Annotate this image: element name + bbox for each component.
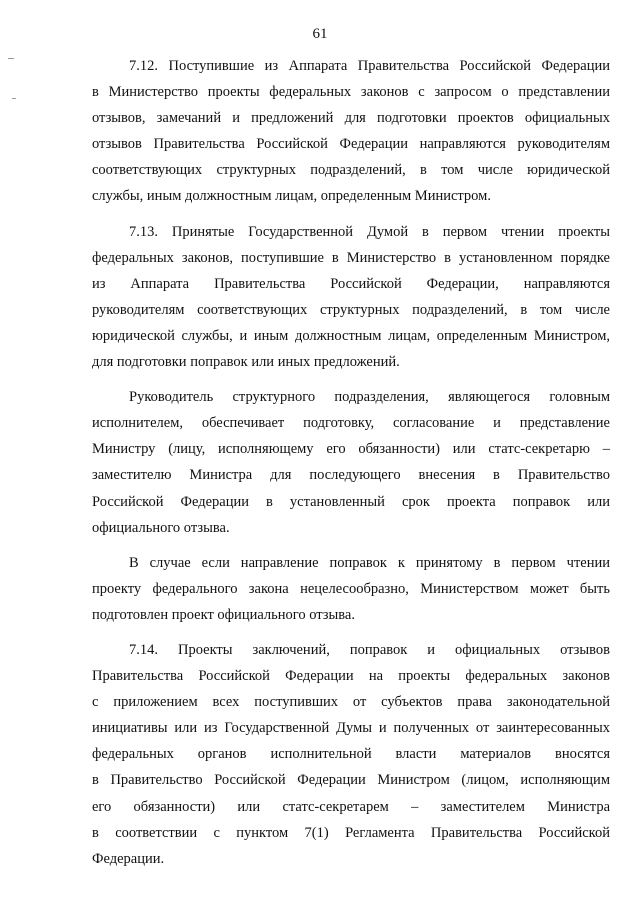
text-line: отзывов Правительства Российской Федерации направляются руководителям	[92, 136, 610, 153]
text-line: юридической службы, и иным должностным лицам, определенным Министром,	[92, 327, 610, 344]
page-number: 61	[312, 26, 328, 42]
paragraph-head-of-unit	[92, 384, 610, 541]
scan-artifact	[8, 58, 14, 59]
text-line: отзывов, замечаний и предложений для подготовки проектов официальных	[92, 110, 610, 127]
text-line: Правительства Российской Федерации на проекты федеральных законов	[92, 668, 610, 685]
text-line: его обязанности) или статс-секретарем – заместителем Министра	[92, 798, 610, 815]
text-line: В случае если направление поправок к принятому в первом чтении	[129, 554, 610, 571]
text-line: исполнителем, обеспечивает подготовку, согласование и представление	[92, 415, 610, 432]
scan-artifact	[12, 98, 16, 99]
text-line: Министру (лицу, исполняющему его обязанности) или статс-секретарю –	[92, 441, 610, 458]
text-line: для подготовки поправок или иных предложений.	[92, 354, 400, 371]
text-line: заместителю Министра для последующего внесения в Правительство	[92, 467, 610, 484]
text-line: официального отзыва.	[92, 519, 230, 536]
text-line: Российской Федерации в установленный срок проекта поправок или	[92, 493, 610, 510]
text-line: из Аппарата Правительства Российской Федерации, направляются	[92, 275, 610, 292]
paragraph-official-review	[92, 550, 610, 628]
text-line: Федерации.	[92, 850, 165, 867]
text-line: федеральных органов исполнительной власти материалов вносятся	[92, 746, 610, 763]
text-line: службы, иным должностным лицам, определенным Министром.	[92, 188, 491, 205]
text-line: соответствующих структурных подразделений, в том числе юридической	[92, 162, 610, 179]
text-line: 7.12. Поступившие из Аппарата Правительства Российской Федерации	[129, 58, 610, 74]
text-line: с приложением всех поступивших от субъектов права законодательной	[92, 694, 610, 711]
text-line: подготовлен проект официального отзыва.	[92, 606, 355, 623]
paragraph-7-13	[92, 219, 610, 376]
text-line: Руководитель структурного подразделения, являющегося головным	[129, 389, 610, 406]
document-body	[92, 53, 610, 873]
text-line: в Правительство Российской Федерации Министром (лицом, исполняющим	[92, 772, 610, 789]
text-line: 7.13. Принятые Государственной Думой в первом чтении проекты	[129, 223, 610, 240]
text-line: 7.14. Проекты заключений, поправок и официальных отзывов	[129, 641, 610, 658]
paragraph-7-12	[92, 53, 610, 210]
text-line: руководителям соответствующих структурных подразделений, в том числе	[92, 301, 610, 318]
text-line: инициативы или из Государственной Думы и полученных от заинтересованных	[92, 720, 610, 737]
paragraph-7-14	[92, 637, 610, 872]
text-line: федеральных законов, поступившие в Министерство в установленном порядке	[92, 249, 610, 266]
text-line: в соответствии с пунктом 7(1) Регламента Правительства Российской	[92, 824, 610, 841]
text-line: в Министерство проекты федеральных законов с запросом о представлении	[92, 84, 610, 101]
text-line: проекту федерального закона нецелесообразно, Министерством может быть	[92, 580, 610, 597]
